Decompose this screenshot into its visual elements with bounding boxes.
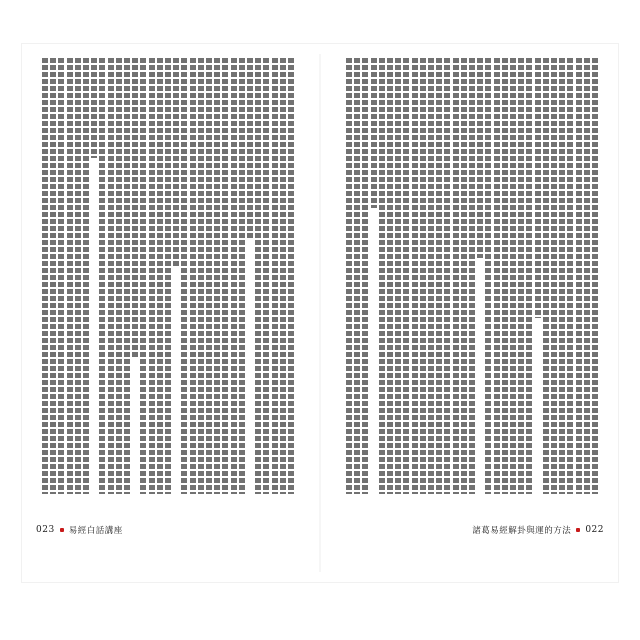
text-column — [91, 58, 97, 158]
text-column — [247, 58, 253, 238]
text-column — [255, 58, 261, 494]
text-column — [116, 58, 122, 494]
text-column — [551, 58, 557, 494]
text-column — [288, 58, 294, 494]
left-running-title: 易經白話講座 — [68, 526, 123, 536]
text-column — [214, 58, 220, 494]
text-column — [510, 58, 516, 494]
text-column — [239, 58, 245, 494]
left-page — [22, 44, 320, 582]
text-column — [502, 58, 508, 494]
text-column — [198, 58, 204, 494]
left-footer — [36, 524, 123, 536]
right-page — [320, 44, 618, 582]
text-column — [477, 58, 483, 258]
text-column — [181, 58, 187, 494]
text-column — [403, 58, 409, 494]
text-column — [412, 58, 418, 494]
text-column — [75, 58, 81, 494]
text-column — [371, 58, 377, 208]
right-running-title: 諸葛易經解卦與運的方法 — [472, 526, 572, 536]
right-page-number: 022 — [585, 525, 604, 535]
text-column — [206, 58, 212, 494]
text-column — [190, 58, 196, 494]
text-column — [99, 58, 105, 494]
text-column — [173, 58, 179, 268]
text-column — [592, 58, 598, 494]
text-column — [444, 58, 450, 494]
text-column — [518, 58, 524, 494]
text-column — [526, 58, 532, 494]
text-column — [149, 58, 155, 494]
text-column — [280, 58, 286, 494]
text-column — [42, 58, 48, 494]
text-column — [354, 58, 360, 494]
text-column — [263, 58, 269, 494]
text-column — [379, 58, 385, 494]
text-column — [420, 58, 426, 494]
text-column — [559, 58, 565, 494]
text-column — [50, 58, 56, 494]
text-column — [461, 58, 467, 494]
text-column — [453, 58, 459, 494]
text-column — [132, 58, 138, 358]
text-column — [485, 58, 491, 494]
text-column — [535, 58, 541, 318]
text-column — [272, 58, 278, 494]
text-column — [231, 58, 237, 494]
text-column — [362, 58, 368, 494]
text-column — [428, 58, 434, 494]
text-column — [576, 58, 582, 494]
text-column — [494, 58, 500, 494]
text-column — [83, 58, 89, 494]
text-column — [157, 58, 163, 494]
left-body-text — [42, 58, 294, 496]
text-column — [67, 58, 73, 494]
text-column — [165, 58, 171, 494]
text-column — [543, 58, 549, 494]
text-column — [346, 58, 352, 494]
text-column — [469, 58, 475, 494]
text-column — [124, 58, 130, 494]
text-column — [584, 58, 590, 494]
text-column — [222, 58, 228, 494]
left-accent-mark — [60, 528, 64, 532]
right-accent-mark — [576, 528, 580, 532]
text-column — [108, 58, 114, 494]
left-page-number: 023 — [36, 525, 55, 535]
right-body-text — [346, 58, 598, 496]
text-column — [436, 58, 442, 494]
text-column — [567, 58, 573, 494]
text-column — [140, 58, 146, 494]
text-column — [58, 58, 64, 494]
book-spread — [22, 44, 618, 582]
text-column — [387, 58, 393, 494]
right-footer — [472, 524, 604, 536]
text-column — [395, 58, 401, 494]
